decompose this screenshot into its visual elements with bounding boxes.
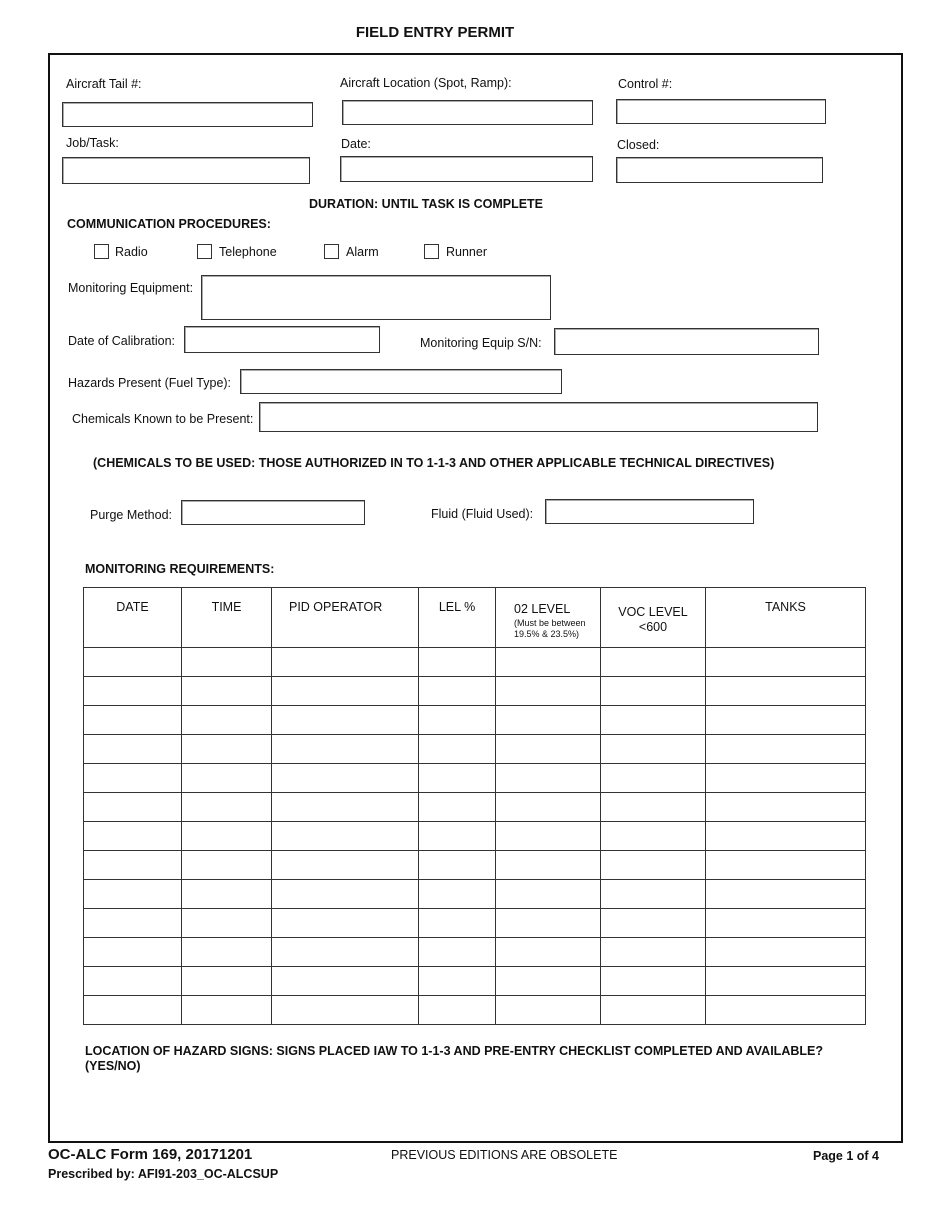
table-cell[interactable] xyxy=(84,706,182,735)
table-cell[interactable] xyxy=(182,880,272,909)
table-row xyxy=(84,996,866,1025)
table-cell[interactable] xyxy=(496,764,601,793)
table-cell[interactable] xyxy=(84,677,182,706)
table-cell[interactable] xyxy=(182,938,272,967)
table-cell[interactable] xyxy=(706,677,866,706)
table-cell[interactable] xyxy=(84,909,182,938)
table-cell[interactable] xyxy=(272,764,419,793)
table-cell[interactable] xyxy=(272,648,419,677)
radio-label: Radio xyxy=(115,245,148,259)
table-cell[interactable] xyxy=(84,967,182,996)
date-header: DATE xyxy=(84,588,182,648)
table-cell[interactable] xyxy=(706,996,866,1025)
table-cell[interactable] xyxy=(706,648,866,677)
table-cell[interactable] xyxy=(706,851,866,880)
table-cell[interactable] xyxy=(84,880,182,909)
table-cell[interactable] xyxy=(84,996,182,1025)
comm-heading: COMMUNICATION PROCEDURES: xyxy=(67,217,271,231)
calibration-input[interactable] xyxy=(184,326,380,353)
table-cell[interactable] xyxy=(182,851,272,880)
table-cell[interactable] xyxy=(419,909,496,938)
voc-header: VOC LEVEL <600 xyxy=(601,588,706,648)
table-cell[interactable] xyxy=(272,938,419,967)
form-title: FIELD ENTRY PERMIT xyxy=(355,24,515,41)
table-cell[interactable] xyxy=(419,851,496,880)
chemicals-note: (CHEMICALS TO BE USED: THOSE AUTHORIZED IN TO 1-1-3 AND OTHER APPLICABLE TECHNICAL DIRECTIVES) xyxy=(93,456,775,470)
monitoring-heading: MONITORING REQUIREMENTS: xyxy=(85,562,275,576)
table-cell[interactable] xyxy=(706,735,866,764)
table-cell[interactable] xyxy=(496,880,601,909)
prescribed-by: Prescribed by: AFI91-203_OC-ALCSUP xyxy=(48,1167,279,1181)
table-cell[interactable] xyxy=(496,851,601,880)
equip-sn-input[interactable] xyxy=(554,328,819,355)
table-cell[interactable] xyxy=(496,793,601,822)
control-input[interactable] xyxy=(616,99,826,124)
table-cell[interactable] xyxy=(419,764,496,793)
duration-text: DURATION: UNTIL TASK IS COMPLETE xyxy=(309,197,544,211)
table-cell[interactable] xyxy=(601,677,706,706)
telephone-label: Telephone xyxy=(219,245,277,259)
table-cell[interactable] xyxy=(419,996,496,1025)
table-cell[interactable] xyxy=(496,938,601,967)
table-cell[interactable] xyxy=(182,996,272,1025)
table-row xyxy=(84,793,866,822)
monitoring-equipment-input[interactable] xyxy=(201,275,551,320)
closed-input[interactable] xyxy=(616,157,823,183)
job-input[interactable] xyxy=(62,157,310,184)
table-cell[interactable] xyxy=(182,764,272,793)
table-cell[interactable] xyxy=(272,677,419,706)
monitoring-table xyxy=(83,587,866,1025)
alarm-label: Alarm xyxy=(346,245,379,259)
table-cell[interactable] xyxy=(706,706,866,735)
table-row xyxy=(84,822,866,851)
table-cell[interactable] xyxy=(601,938,706,967)
fluid-label: Fluid (Fluid Used): xyxy=(431,507,534,521)
table-cell[interactable] xyxy=(272,706,419,735)
lel-header: LEL % xyxy=(419,588,496,648)
date-label: Date: xyxy=(341,137,371,151)
pid-header: PID OPERATOR xyxy=(272,588,419,648)
table-cell[interactable] xyxy=(272,996,419,1025)
location-input[interactable] xyxy=(342,100,593,125)
table-cell[interactable] xyxy=(706,764,866,793)
table-cell[interactable] xyxy=(601,706,706,735)
table-cell[interactable] xyxy=(496,909,601,938)
table-row xyxy=(84,967,866,996)
table-cell[interactable] xyxy=(601,909,706,938)
form-id: OC-ALC Form 169, 20171201 xyxy=(48,1146,253,1163)
table-cell[interactable] xyxy=(601,648,706,677)
hazard-signs-line2: (YES/NO) xyxy=(85,1059,141,1073)
table-cell[interactable] xyxy=(601,764,706,793)
table-cell[interactable] xyxy=(84,648,182,677)
table-cell[interactable] xyxy=(84,822,182,851)
table-cell[interactable] xyxy=(84,793,182,822)
table-cell[interactable] xyxy=(84,938,182,967)
page-number: Page 1 of 4 xyxy=(813,1149,879,1163)
table-cell[interactable] xyxy=(706,793,866,822)
table-row xyxy=(84,677,866,706)
table-cell[interactable] xyxy=(496,677,601,706)
table-cell[interactable] xyxy=(272,967,419,996)
tail-input[interactable] xyxy=(62,102,313,127)
hazard-signs-line1: LOCATION OF HAZARD SIGNS: SIGNS PLACED IAW TO 1-1-3 AND PRE-ENTRY CHECKLIST COMPLETED AND AVAILABLE? xyxy=(85,1044,823,1058)
table-cell[interactable] xyxy=(419,880,496,909)
table-cell[interactable] xyxy=(496,967,601,996)
table-cell[interactable] xyxy=(182,648,272,677)
table-cell[interactable] xyxy=(601,996,706,1025)
control-label: Control #: xyxy=(618,77,673,91)
table-cell[interactable] xyxy=(601,880,706,909)
hazards-label: Hazards Present (Fuel Type): xyxy=(68,376,232,390)
purge-input[interactable] xyxy=(181,500,365,525)
table-cell[interactable] xyxy=(182,793,272,822)
table-cell[interactable] xyxy=(182,822,272,851)
table-row xyxy=(84,764,866,793)
calibration-label: Date of Calibration: xyxy=(68,334,176,348)
table-cell[interactable] xyxy=(601,822,706,851)
table-cell[interactable] xyxy=(419,822,496,851)
radio-checkbox[interactable] xyxy=(94,244,109,259)
table-cell[interactable] xyxy=(419,735,496,764)
table-cell[interactable] xyxy=(84,764,182,793)
table-cell[interactable] xyxy=(706,967,866,996)
table-cell[interactable] xyxy=(419,706,496,735)
o2-header: 02 LEVEL (Must be between 19.5% & 23.5%) xyxy=(496,588,601,648)
alarm-checkbox[interactable] xyxy=(324,244,339,259)
table-cell[interactable] xyxy=(84,735,182,764)
table-row xyxy=(84,851,866,880)
table-cell[interactable] xyxy=(706,909,866,938)
table-cell[interactable] xyxy=(419,938,496,967)
location-label: Aircraft Location (Spot, Ramp): xyxy=(340,76,512,90)
table-cell[interactable] xyxy=(182,677,272,706)
chemicals-label: Chemicals Known to be Present: xyxy=(72,412,254,426)
date-input[interactable] xyxy=(340,156,593,182)
table-cell[interactable] xyxy=(182,909,272,938)
chemicals-input[interactable] xyxy=(259,402,818,432)
purge-label: Purge Method: xyxy=(90,508,172,522)
table-cell[interactable] xyxy=(182,735,272,764)
table-header-row xyxy=(84,588,866,648)
equip-sn-label: Monitoring Equip S/N: xyxy=(420,336,542,350)
table-cell[interactable] xyxy=(272,822,419,851)
time-header: TIME xyxy=(182,588,272,648)
table-cell[interactable] xyxy=(419,677,496,706)
table-cell[interactable] xyxy=(601,735,706,764)
table-cell[interactable] xyxy=(419,648,496,677)
table-cell[interactable] xyxy=(419,967,496,996)
fluid-input[interactable] xyxy=(545,499,754,524)
table-cell[interactable] xyxy=(706,938,866,967)
table-cell[interactable] xyxy=(601,793,706,822)
table-cell[interactable] xyxy=(419,793,496,822)
runner-checkbox[interactable] xyxy=(424,244,439,259)
table-cell[interactable] xyxy=(601,851,706,880)
table-cell[interactable] xyxy=(496,735,601,764)
table-row xyxy=(84,880,866,909)
table-row xyxy=(84,909,866,938)
telephone-checkbox[interactable] xyxy=(197,244,212,259)
table-cell[interactable] xyxy=(706,880,866,909)
hazards-input[interactable] xyxy=(240,369,562,394)
table-cell[interactable] xyxy=(84,851,182,880)
table-cell[interactable] xyxy=(182,967,272,996)
table-cell[interactable] xyxy=(601,967,706,996)
obsolete-notice: PREVIOUS EDITIONS ARE OBSOLETE xyxy=(391,1148,618,1162)
table-cell[interactable] xyxy=(496,996,601,1025)
monitoring-equipment-label: Monitoring Equipment: xyxy=(68,281,194,295)
table-cell[interactable] xyxy=(496,706,601,735)
tanks-header: TANKS xyxy=(706,588,866,648)
table-cell[interactable] xyxy=(706,822,866,851)
table-cell[interactable] xyxy=(182,706,272,735)
table-row xyxy=(84,735,866,764)
runner-label: Runner xyxy=(446,245,487,259)
closed-label: Closed: xyxy=(617,138,660,152)
table-cell[interactable] xyxy=(272,880,419,909)
table-cell[interactable] xyxy=(272,851,419,880)
table-row xyxy=(84,706,866,735)
table-row xyxy=(84,938,866,967)
table-cell[interactable] xyxy=(272,735,419,764)
job-label: Job/Task: xyxy=(66,136,119,150)
table-cell[interactable] xyxy=(496,648,601,677)
tail-label: Aircraft Tail #: xyxy=(66,77,142,91)
table-cell[interactable] xyxy=(272,793,419,822)
table-row xyxy=(84,648,866,677)
table-cell[interactable] xyxy=(272,909,419,938)
table-cell[interactable] xyxy=(496,822,601,851)
